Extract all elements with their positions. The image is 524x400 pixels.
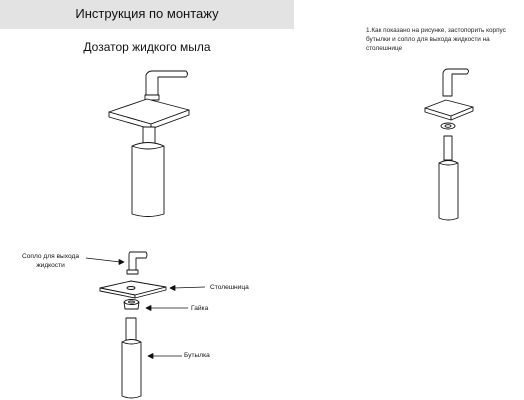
- arrowhead-nozzle: [119, 260, 124, 265]
- label-nut: Гайка: [191, 305, 209, 312]
- label-bottle: Бутылка: [184, 352, 210, 359]
- product-name: Дозатор жидкого мыла: [83, 40, 211, 54]
- label-nozzle-line1: Сопло для выхода: [22, 253, 80, 260]
- arrow-countertop: [174, 287, 205, 288]
- assembled-dispenser-drawing: [109, 71, 189, 217]
- instruction-text: 1.Как показано на рисунке, застопорить корпус бутылки и сопло для выхода жидкости на столешнице: [366, 27, 506, 52]
- label-nozzle-line2: жидкости: [36, 262, 65, 269]
- assembled-dispenser-small-drawing: [425, 69, 473, 220]
- label-nozzle: [22, 252, 79, 270]
- exploded-view-drawing: [100, 252, 166, 398]
- label-countertop: Столешница: [210, 284, 249, 291]
- arrow-nozzle: [86, 258, 120, 262]
- arrowhead-bottle: [148, 354, 153, 359]
- page-title: Инструкция по монтажу: [75, 6, 219, 21]
- arrowhead-nut: [146, 306, 151, 311]
- arrowhead-countertop: [170, 286, 175, 291]
